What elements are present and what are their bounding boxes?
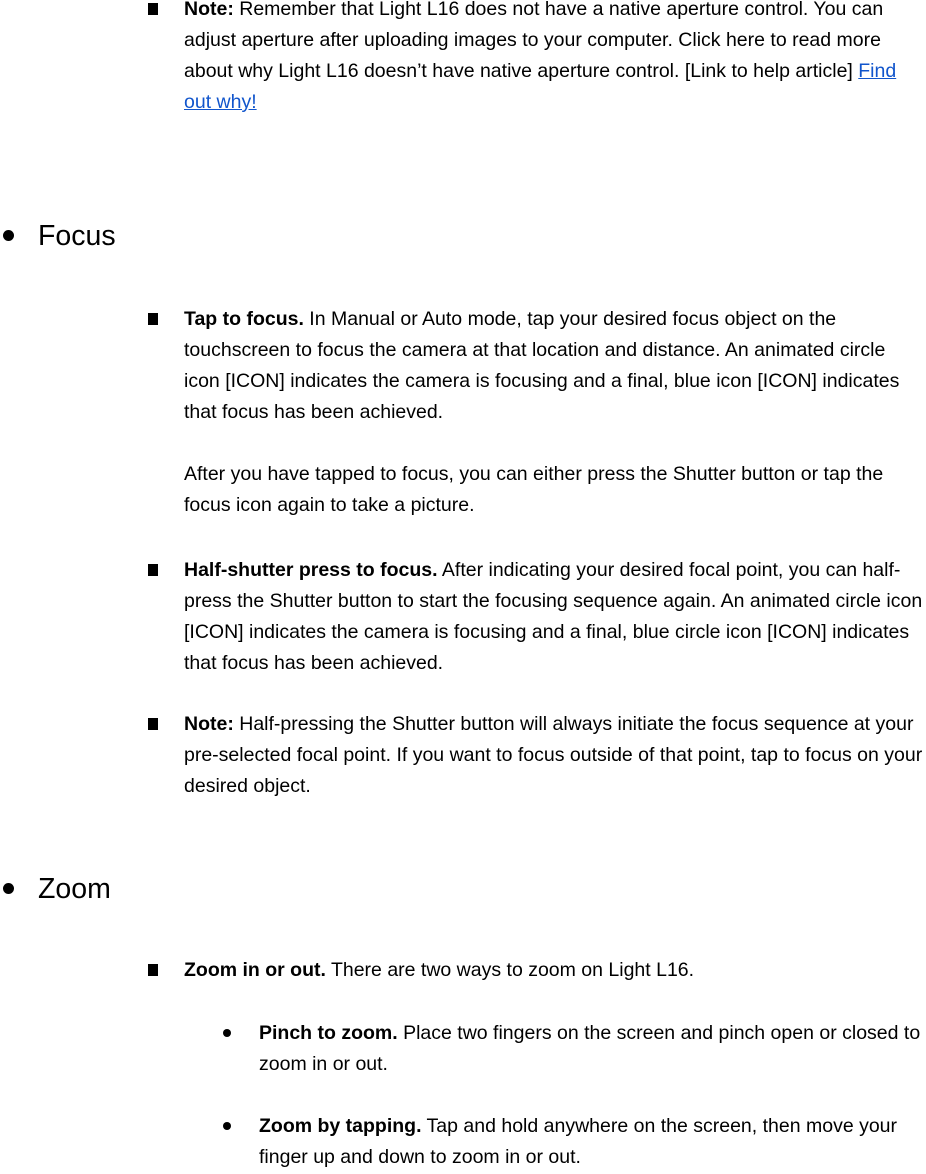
zoom-by-tapping-paragraph (259, 1111, 926, 1173)
tap-to-focus-lead: Tap to focus. (184, 308, 304, 330)
note-half-press-lead: Note: (184, 713, 234, 735)
bullet-column (148, 0, 184, 15)
tap-to-focus-paragraph (184, 304, 926, 521)
focus-heading-label: Focus (38, 220, 116, 252)
focus-heading-item (3, 219, 903, 253)
pinch-to-zoom-body: Place two fingers on the screen and pinch open or closed to zoom in or out. (259, 1022, 921, 1075)
bullet-square-icon (148, 3, 158, 15)
bullet-column (148, 955, 184, 976)
half-shutter-paragraph (184, 555, 926, 679)
bullet-square-icon (148, 313, 158, 325)
bullet-square-icon (148, 564, 158, 576)
half-shutter-body: After indicating your desired focal point, you can half-press the Shutter button to start the focusing sequence again. An animated circle icon [ICON] indicates the camera is focusing and a final, blue circle icon [ICON] indicates that focus has been achieved. (184, 559, 923, 674)
zoom-heading-item (3, 872, 903, 906)
zoom-in-out-body: There are two ways to zoom on Light L16. (325, 959, 695, 981)
list-item-tap-to-focus (148, 304, 926, 521)
note-aperture-body: Remember that Light L16 does not have a native aperture control. You can adjust aperture after uploading images to your computer. Click here to read more about why Light L16 doesn’t have native aperture control. [Link to help article] (184, 0, 884, 82)
bullet-column (223, 1018, 259, 1037)
zoom-by-tapping-body: Tap and hold anywhere on the screen, then move your finger up and down to zoom in or out. (259, 1115, 898, 1168)
list-item-zoom-in-out (148, 955, 926, 986)
zoom-by-tapping-lead: Zoom by tapping. (259, 1115, 422, 1137)
zoom-in-out-lead: Zoom in or out. (184, 959, 326, 981)
bullet-column (148, 304, 184, 325)
bullet-column (148, 555, 184, 576)
pinch-to-zoom-paragraph (259, 1018, 926, 1080)
bullet-square-icon (148, 964, 158, 976)
list-item-pinch-to-zoom (223, 1018, 926, 1080)
half-shutter-lead: Half-shutter press to focus. (184, 559, 438, 581)
find-out-why-link[interactable]: Find out why! (184, 60, 897, 113)
tap-to-focus-followup: After you have tapped to focus, you can either press the Shutter button or tap the focus icon again to take a picture. (184, 463, 884, 516)
bullet-column (223, 1111, 259, 1130)
bullet-circle-icon (223, 1029, 231, 1037)
list-item-note-aperture (148, 0, 926, 118)
bullet-column (148, 709, 184, 730)
pinch-to-zoom-lead: Pinch to zoom. (259, 1022, 398, 1044)
note-aperture-paragraph (184, 0, 926, 118)
list-item-note-half-press (148, 709, 926, 802)
zoom-heading-label: Zoom (38, 873, 111, 905)
note-half-press-body: Half-pressing the Shutter button will always initiate the focus sequence at your pre-selected focal point. If you want to focus outside of that point, tap to focus on your desired object. (184, 713, 923, 797)
bullet-circle-icon (223, 1122, 231, 1130)
list-item-half-shutter (148, 555, 926, 679)
bullet-column (3, 219, 38, 241)
bullet-circle-icon (3, 230, 14, 241)
tap-to-focus-body: In Manual or Auto mode, tap your desired focus object on the touchscreen to focus the camera at that location and distance. An animated circle icon [ICON] indicates the camera is focusing and a final, blue icon [ICON] indicates that focus has been achieved. (184, 308, 900, 423)
bullet-column (3, 872, 38, 894)
note-half-press-paragraph (184, 709, 926, 802)
bullet-square-icon (148, 718, 158, 730)
tap-to-focus-main (184, 304, 926, 428)
zoom-in-out-paragraph (184, 955, 926, 986)
list-item-zoom-by-tapping (223, 1111, 926, 1173)
bullet-circle-icon (3, 883, 14, 894)
note-aperture-lead: Note: (184, 0, 234, 20)
